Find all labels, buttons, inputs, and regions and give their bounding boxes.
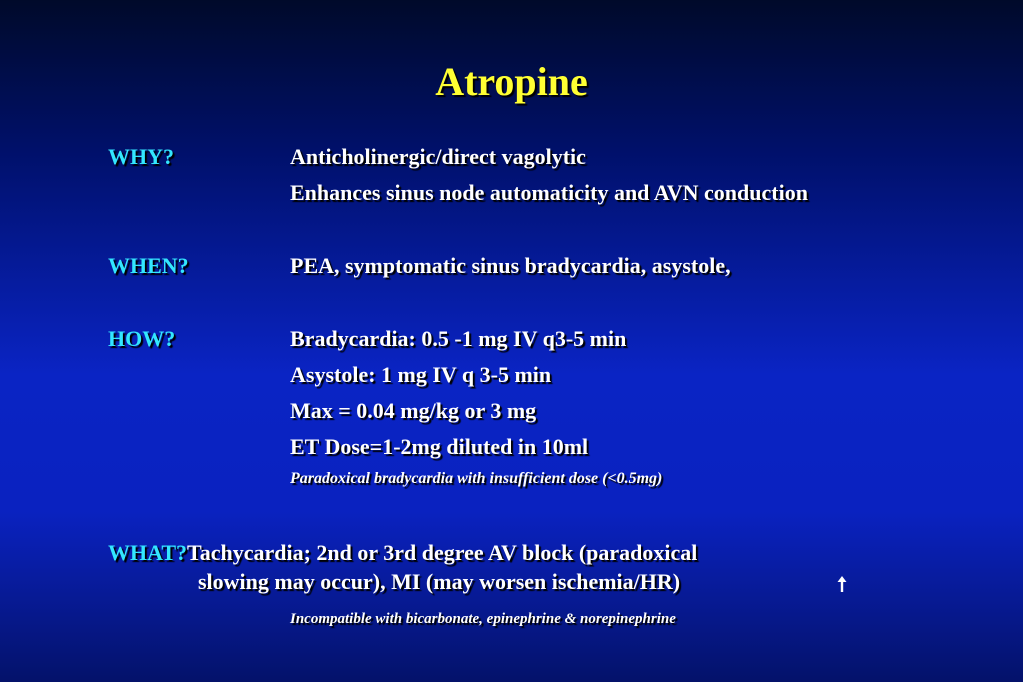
- how-line-2: Asystole: 1 mg IV q 3-5 min: [290, 362, 552, 387]
- what-block: [108, 538, 697, 567]
- why-line-2: Enhances sinus node automaticity and AVN conduction: [290, 180, 808, 205]
- how-label: HOW?: [108, 326, 176, 351]
- when-label: WHEN?: [108, 253, 189, 278]
- up-arrow-icon: [836, 575, 848, 593]
- how-line-4: ET Dose=1-2mg diluted in 10ml: [290, 434, 589, 459]
- what-note: Incompatible with bicarbonate, epinephrine & norepinephrine: [290, 611, 676, 627]
- what-line-2: slowing may occur), MI (may worsen ischemia/HR): [198, 569, 681, 594]
- how-note: Paradoxical bradycardia with insufficient dose (<0.5mg): [290, 470, 663, 487]
- why-label: WHY?: [108, 144, 174, 169]
- slide-title: Atropine: [435, 59, 588, 104]
- how-line-1: Bradycardia: 0.5 -1 mg IV q3-5 min: [290, 326, 627, 351]
- when-line-1: PEA, symptomatic sinus bradycardia, asystole,: [290, 253, 731, 278]
- how-line-3: Max = 0.04 mg/kg or 3 mg: [290, 398, 537, 423]
- what-label: WHAT?: [108, 540, 188, 565]
- what-line-1: Tachycardia; 2nd or 3rd degree AV block (paradoxical: [187, 540, 698, 565]
- why-line-1: Anticholinergic/direct vagolytic: [290, 144, 586, 169]
